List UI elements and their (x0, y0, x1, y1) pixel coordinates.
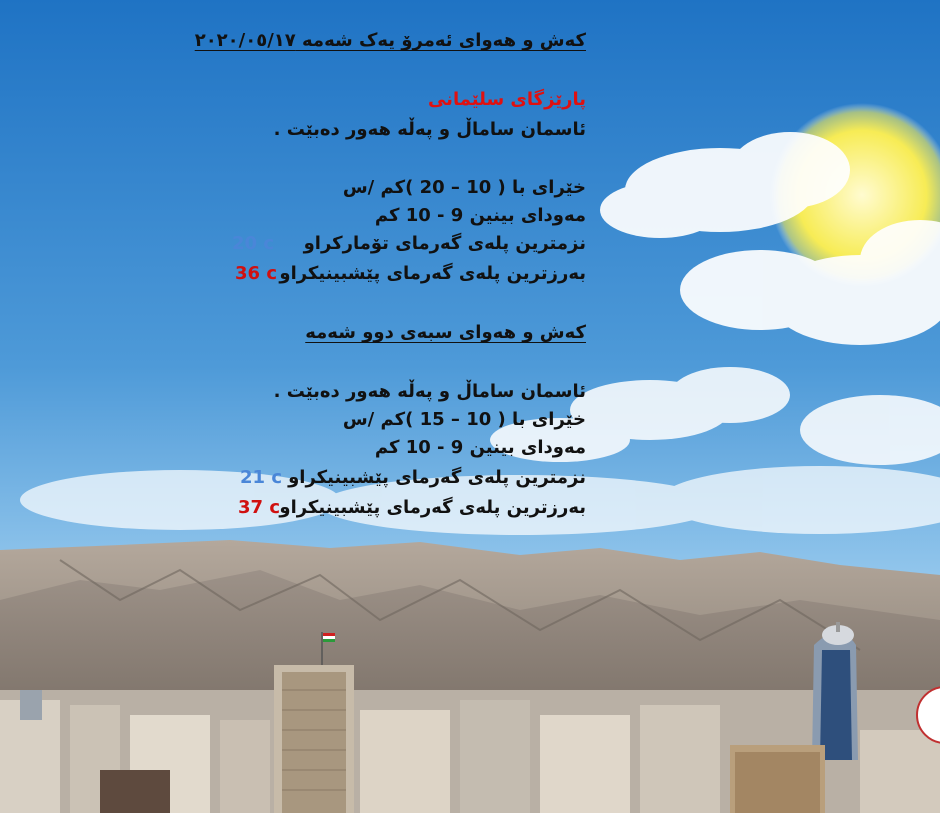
tomorrow-heading: کەش و هەوای سبەی دوو شەمە (305, 322, 586, 343)
tomorrow-max-label: بەرزترین پلەی گەرمای پێشبینیکراو (279, 497, 586, 518)
tomorrow-sky: ئاسمان ساماڵ و پەڵە هەور دەبێت . (273, 381, 586, 402)
today-wind: خێرای با ( 10 – 20 )کم /س (342, 177, 586, 198)
tomorrow-min-value: 21 c (240, 467, 282, 488)
today-min-label: نزمترین پلەی گەرمای تۆمارکراو (303, 233, 586, 254)
today-max-value: 36 c (235, 263, 277, 284)
tomorrow-visibility: مەودای بینین 9 - 10 کم (374, 437, 586, 458)
today-min-value: 20 c (232, 233, 274, 254)
today-max-label: بەرزترین پلەی گەرمای پێشبینیکراو (279, 263, 586, 284)
tomorrow-min-label: نزمترین پلەی گەرمای پێشبینیکراو (288, 467, 586, 488)
forecast-panel (150, 0, 586, 530)
tomorrow-wind: خێرای با ( 10 – 15 )کم /س (342, 409, 586, 430)
tower-left (274, 665, 354, 813)
tomorrow-max-value: 37 c (238, 497, 280, 518)
city-name: پارێزگای سلێمانی (427, 89, 586, 110)
today-visibility: مەودای بینین 9 - 10 کم (374, 205, 586, 226)
today-heading: کەش و هەوای ئەمرۆ یەک شەمە ٢٠٢٠/٠٥/١٧ (194, 30, 586, 51)
today-sky: ئاسمان ساماڵ و پەڵە هەور دەبێت . (273, 119, 586, 140)
tower-right (812, 622, 858, 760)
